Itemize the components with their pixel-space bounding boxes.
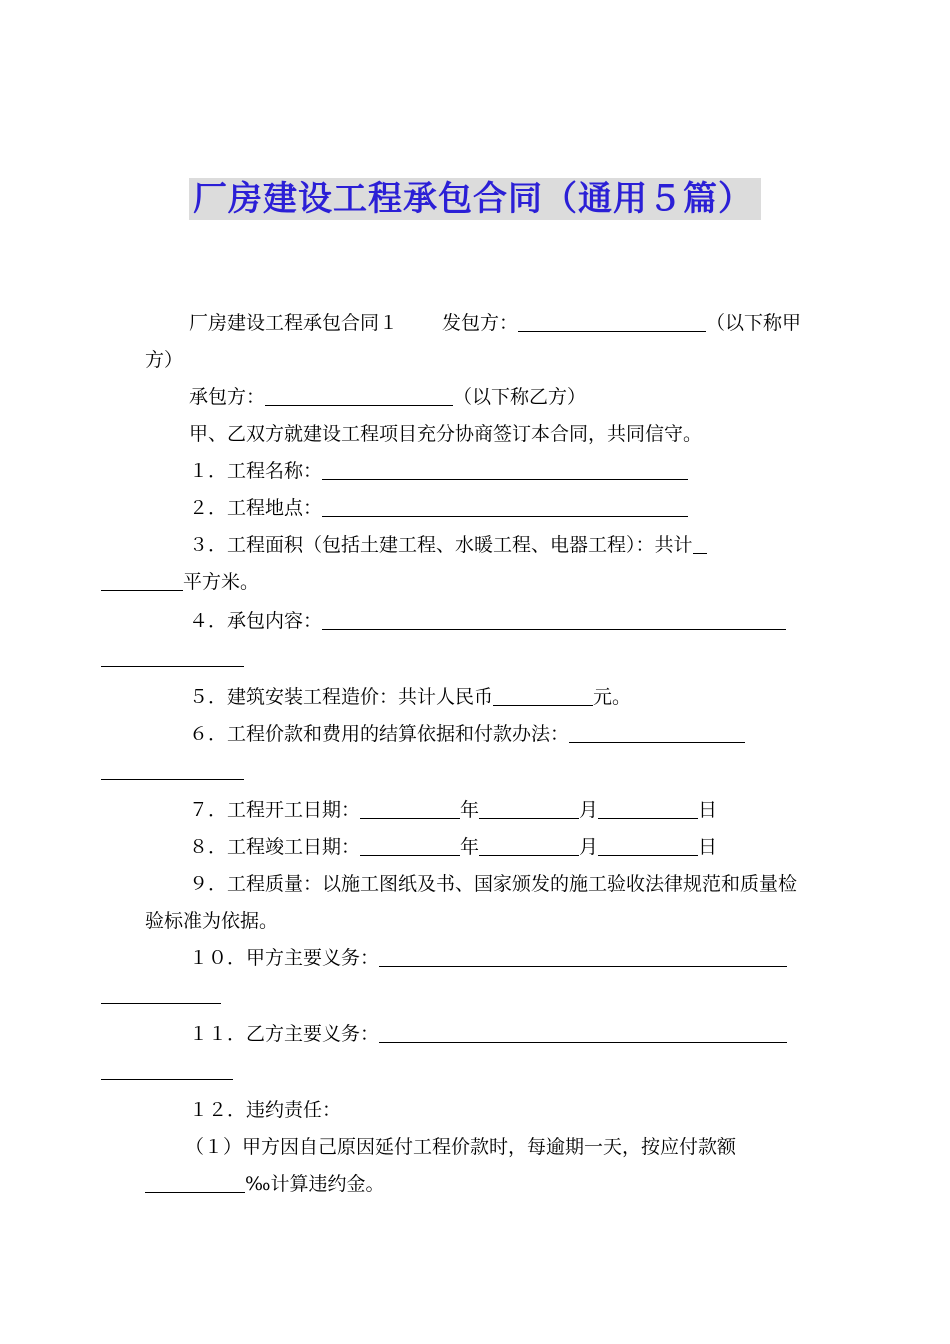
party-b-suffix: （以下称乙方）	[453, 386, 587, 408]
item-8-day-blank	[598, 833, 698, 856]
item-7-year: 年	[460, 799, 480, 821]
item-3-label: ３．工程面积（包括土建工程、水暖工程、电器工程）：共计	[189, 534, 693, 556]
item-1-blank	[322, 457, 688, 480]
party-a-suffix: （以下称甲方）	[145, 312, 802, 371]
item-12-1-unit: ‰计算违约金。	[245, 1173, 385, 1195]
item-2	[145, 490, 807, 527]
item-8-year-blank	[360, 833, 460, 856]
item-2-label: ２．工程地点：	[189, 497, 323, 519]
item-11	[145, 1016, 807, 1090]
document-title: 厂房建设工程承包合同（通用５篇）	[189, 178, 761, 220]
title-container	[0, 178, 950, 220]
item-8-month-blank	[479, 833, 579, 856]
item-8-month: 月	[579, 836, 599, 858]
item-5	[145, 679, 807, 716]
item-11-blank	[379, 1020, 787, 1043]
item-8-label: ８．工程竣工日期：	[189, 836, 361, 858]
item-7-day: 日	[698, 799, 718, 821]
item-3-unit: 平方米。	[183, 571, 260, 593]
item-4-blank	[322, 607, 786, 630]
item-7-month-blank	[479, 796, 579, 819]
item-4-blank-cont	[101, 644, 244, 667]
party-a-label: 发包方：	[442, 312, 519, 334]
item-12-1-text: （１）甲方因自己原因延付工程价款时，每逾期一天，按应付款额	[185, 1136, 737, 1158]
item-7-day-blank	[598, 796, 698, 819]
item-11-label: １１．乙方主要义务：	[189, 1023, 380, 1045]
item-7-label: ７．工程开工日期：	[189, 799, 361, 821]
party-b-blank	[265, 383, 453, 406]
item-4-label: ４．承包内容：	[189, 610, 323, 632]
party-a-blank	[518, 309, 706, 332]
item-6	[145, 716, 807, 790]
item-12-1	[145, 1129, 807, 1203]
item-8-day: 日	[698, 836, 718, 858]
item-10-label: １０．甲方主要义务：	[189, 947, 380, 969]
item-3-blank-a	[693, 531, 707, 554]
item-12: １２．违约责任：	[189, 1099, 342, 1121]
intro-paragraph	[145, 305, 807, 379]
item-2-blank	[322, 494, 688, 517]
item-5-label: ５．建筑安装工程造价：共计人民币	[189, 686, 494, 708]
item-3	[145, 527, 807, 601]
item-10-blank	[379, 944, 787, 967]
item-3-blank-b	[101, 568, 183, 591]
item-1	[145, 453, 807, 490]
item-7-month: 月	[579, 799, 599, 821]
item-4	[145, 603, 807, 677]
item-12-1-blank	[145, 1170, 245, 1193]
item-11-blank-cont	[101, 1057, 233, 1080]
item-10-blank-cont	[101, 981, 221, 1004]
party-b-line	[145, 379, 807, 416]
item-5-unit: 元。	[593, 686, 632, 708]
contract-name: 厂房建设工程承包合同１	[189, 312, 399, 334]
item-8	[145, 829, 807, 866]
item-6-label: ６．工程价款和费用的结算依据和付款办法：	[189, 723, 570, 745]
item-8-year: 年	[460, 836, 480, 858]
item-7-year-blank	[360, 796, 460, 819]
document-body	[145, 305, 807, 1203]
item-6-blank-cont	[101, 757, 244, 780]
item-1-label: １．工程名称：	[189, 460, 323, 482]
item-10	[145, 940, 807, 1014]
item-5-blank	[493, 683, 593, 706]
statement-line: 甲、乙双方就建设工程项目充分协商签订本合同，共同信守。	[189, 423, 703, 445]
party-b-label: 承包方：	[189, 386, 266, 408]
item-6-blank	[569, 720, 745, 743]
item-7	[145, 792, 807, 829]
item-9: ９．工程质量：以施工图纸及书、国家颁发的施工验收法律规范和质量检验标准为依据。	[145, 873, 798, 932]
